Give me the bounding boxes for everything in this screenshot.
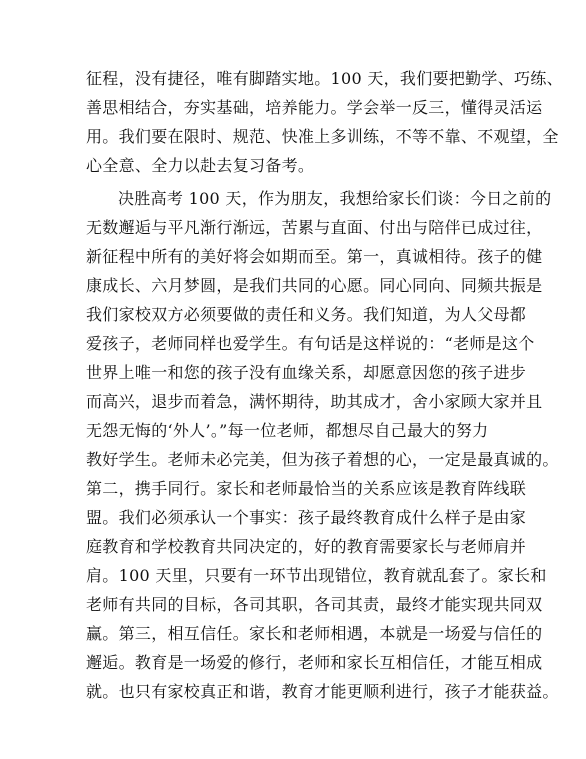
paragraph-line: 世界上唯一和您的孩子没有血缘关系，却愿意因您的孩子进步: [86, 363, 527, 382]
paragraph-line: 第二，携手同行。家长和老师最恰当的关系应该是教育阵线联: [86, 479, 527, 498]
paragraph-line: 无数邂逅与平凡渐行渐远，苦累与直面、付出与陪伴已成过往，: [86, 218, 543, 237]
paragraph-line: 邂逅。教育是一场爱的修行，老师和家长互相信任，才能互相成: [86, 653, 543, 672]
paragraph-line: 赢。第三，相互信任。家长和老师相遇，本就是一场爱与信任的: [86, 624, 543, 643]
document-body: [86, 64, 563, 706]
paragraph-line: 我们家校双方必须要做的责任和义务。我们知道，为人父母都: [86, 305, 527, 324]
paragraph-line: 而高兴，退步而着急，满怀期待，助其成才，舍小家顾大家并且: [86, 392, 543, 411]
paragraph-line: 肩。100 天里，只要有一环节出现错位，教育就乱套了。家长和: [86, 566, 547, 585]
paragraph-line: 新征程中所有的美好将会如期而至。第一，真诚相待。孩子的健: [86, 247, 543, 266]
paragraph-1: [86, 64, 563, 180]
paragraph-line: 庭教育和学校教育共同决定的，好的教育需要家长与老师肩并: [86, 537, 527, 556]
paragraph-line: 爱孩子，老师同样也爱学生。有句话是这样说的：“老师是这个: [86, 334, 535, 353]
paragraph-line: 决胜高考 100 天，作为朋友，我想给家长们谈：今日之前的: [118, 189, 552, 208]
paragraph-line: 无怨无悔的‘外人’。”每一位老师，都想尽自己最大的努力: [86, 421, 489, 440]
paragraph-line: 征程，没有捷径，唯有脚踏实地。100 天，我们要把勤学、巧练、: [86, 69, 563, 88]
paragraph-line: 老师有共同的目标，各司其职，各司其责，最终才能实现共同双: [86, 595, 543, 614]
paragraph-line: 教好学生。老师未必完美，但为孩子着想的心，一定是最真诚的。: [86, 450, 559, 469]
paragraph-line: 用。我们要在限时、规范、快准上多训练，不等不靠、不观望，全: [86, 127, 559, 146]
paragraph-line: 盟。我们必须承认一个事实：孩子最终教育成什么样子是由家: [86, 508, 527, 527]
paragraph-line: 就。也只有家校真正和谐，教育才能更顺利进行，孩子才能获益。: [86, 682, 559, 701]
paragraph-2: [86, 184, 559, 706]
paragraph-line: 康成长、六月梦圆，是我们共同的心愿。同心同向、同频共振是: [86, 276, 543, 295]
paragraph-line: 善思相结合，夯实基础，培养能力。学会举一反三，懂得灵活运: [86, 98, 543, 117]
paragraph-line: 心全意、全力以赴去复习备考。: [86, 156, 315, 175]
